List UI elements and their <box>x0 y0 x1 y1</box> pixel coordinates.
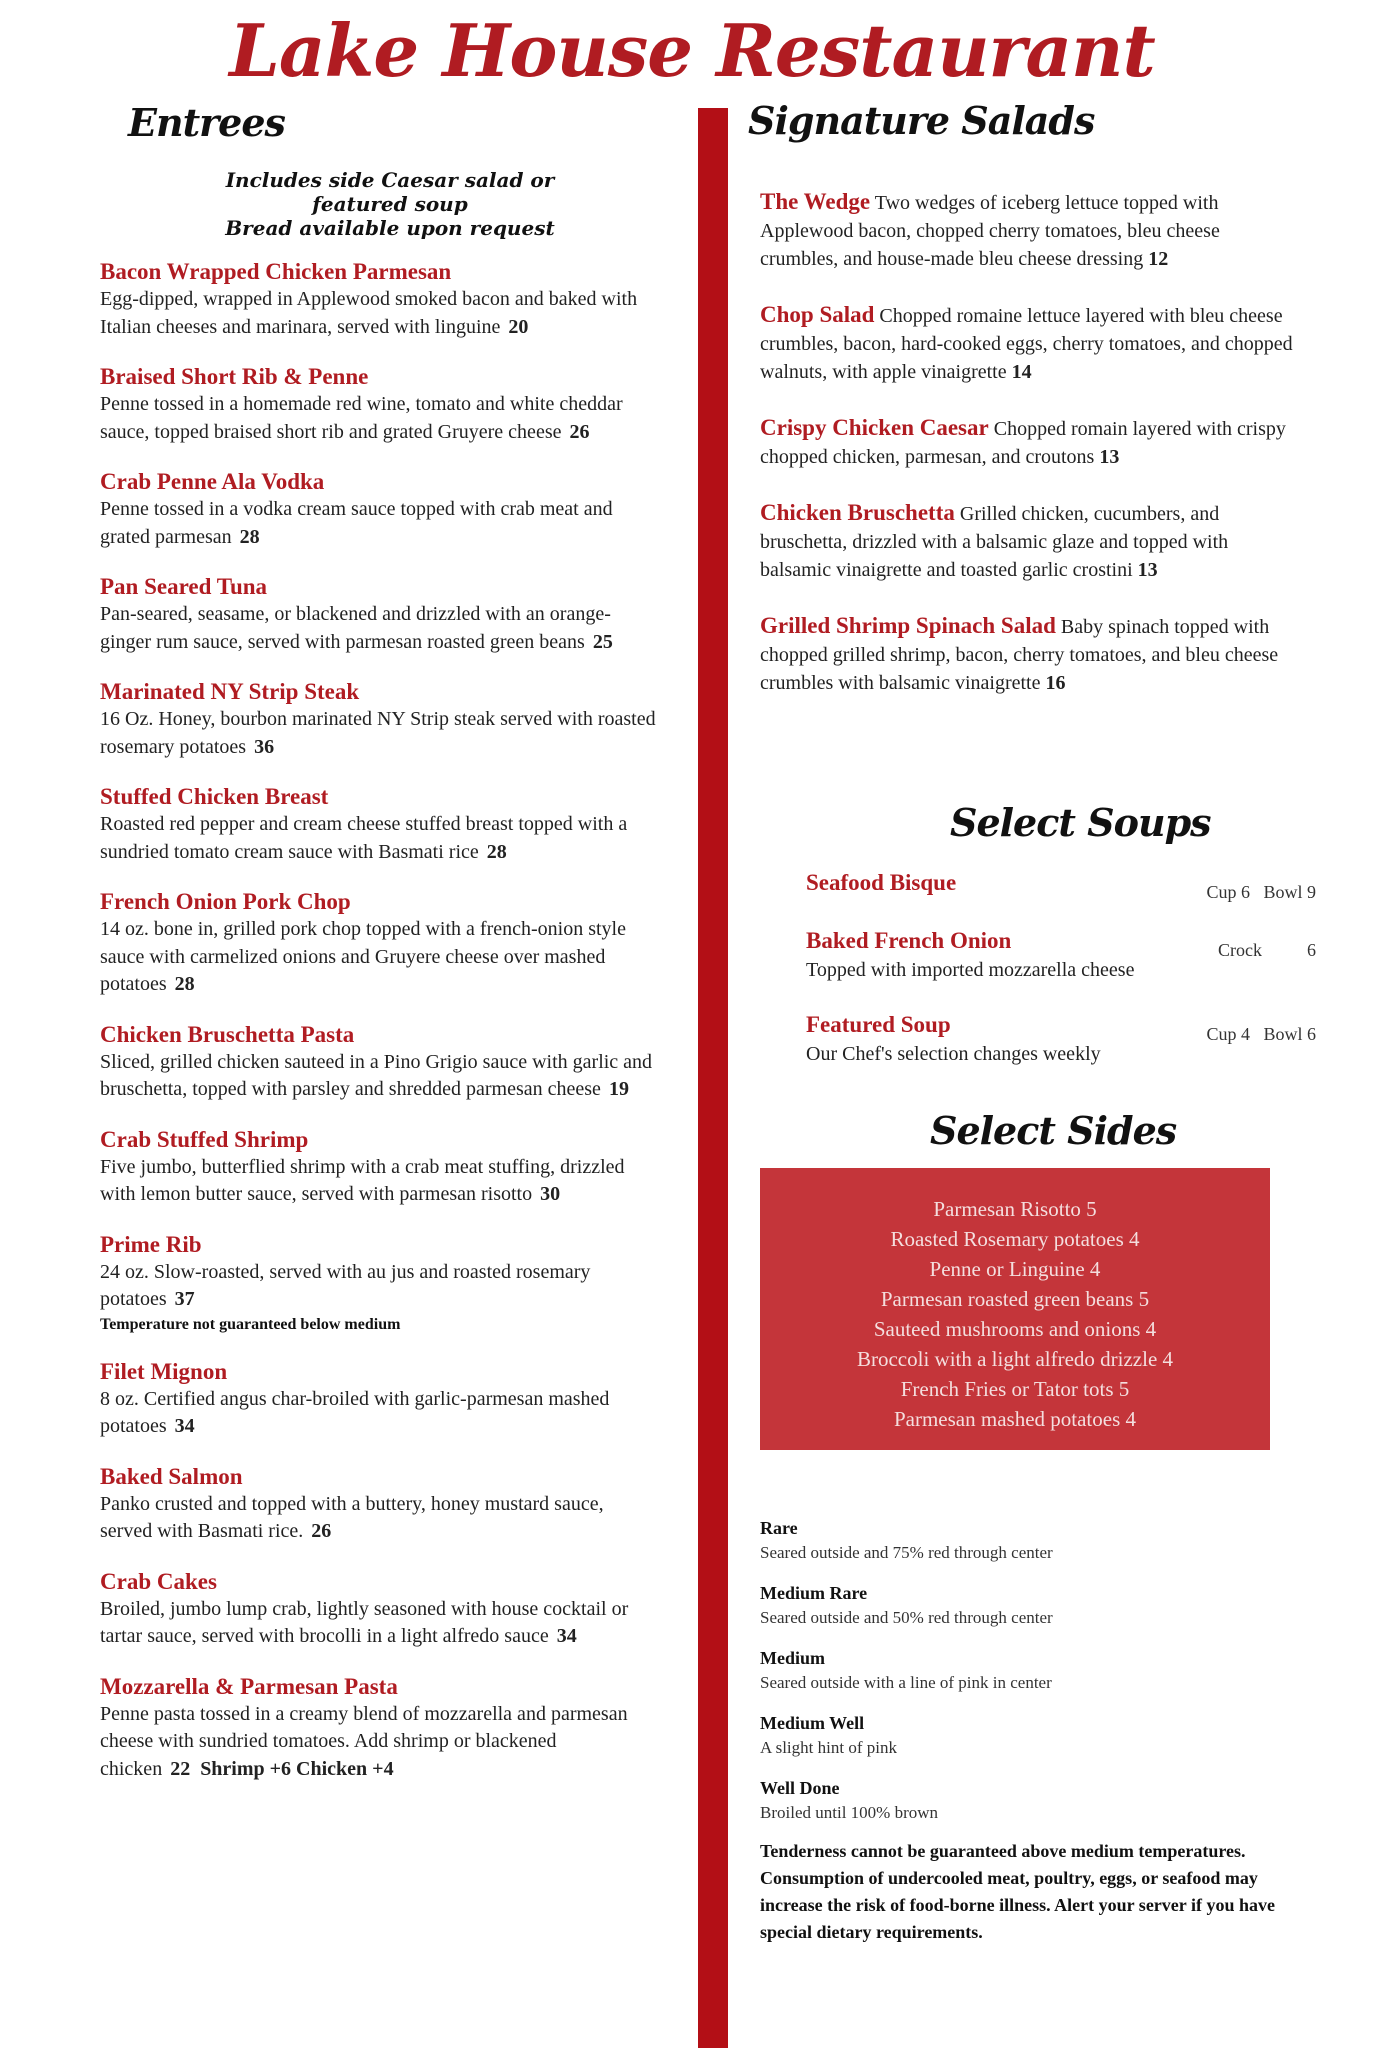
side-item: Parmesan roasted green beans 5 <box>880 1287 1150 1311</box>
doneness-item <box>760 1711 1280 1760</box>
salad-desc: Chopped romaine lettuce layered with bleu cheese crumbles, bacon, hard-cooked eggs, cherry tomatoes, and chopped walnuts, with apple vinaigrette <box>760 305 1293 383</box>
side-item: Parmesan mashed potatoes 4 <box>893 1407 1137 1431</box>
entrees-note-line1: Includes side Caesar salad or featured soup <box>225 168 555 216</box>
food-safety-disclaimer: Tenderness cannot be guaranteed above medium temperatures. Consumption of undercooled meat, poultry, eggs, or seafood may increase the risk of food-borne illness. Alert your server if you have special dietary requirements. <box>760 1841 1275 1942</box>
salad-name: The Wedge <box>760 189 871 214</box>
salad-item <box>760 414 1300 471</box>
soup-price: Cup 4 Bowl 6 <box>1206 1024 1316 1044</box>
salad-name: Chicken Bruschetta <box>760 500 955 525</box>
doneness-desc: A slight hint of pink <box>760 1738 897 1757</box>
entree-price: 34 <box>174 1415 195 1437</box>
salad-price: 12 <box>1148 248 1169 270</box>
entree-name: Marinated NY Strip Steak <box>100 679 360 704</box>
soup-name: Seafood Bisque <box>806 870 957 895</box>
soup-price: Cup 6 Bowl 9 <box>1206 882 1316 902</box>
doneness-desc: Seared outside and 75% red through center <box>760 1543 1053 1562</box>
doneness-level: Medium <box>760 1648 825 1668</box>
entree-desc: Roasted red pepper and cream cheese stuffed breast topped with a sundried tomato cream sauce with Basmati rice <box>100 813 628 863</box>
entree-desc: Broiled, jumbo lump crab, lightly seasoned with house cocktail or tartar sauce, served with brocolli in a light alfredo sauce <box>100 1597 629 1647</box>
entree-item <box>100 1568 660 1651</box>
doneness-desc: Seared outside with a line of pink in center <box>760 1673 1052 1692</box>
salad-item <box>760 188 1300 273</box>
entree-item <box>100 678 660 761</box>
entree-item <box>100 1358 660 1441</box>
soup-item <box>806 868 1316 902</box>
entree-price: 36 <box>254 735 275 758</box>
entrees-heading: Entrees <box>128 100 285 145</box>
salad-name: Chop Salad <box>760 302 875 327</box>
entree-price: 30 <box>540 1183 561 1205</box>
entree-item <box>100 1231 660 1336</box>
doneness-item <box>760 1516 1280 1565</box>
entree-price: 28 <box>239 525 260 548</box>
entree-name: Mozzarella & Parmesan Pasta <box>100 1673 398 1699</box>
soup-item <box>806 1010 1316 1068</box>
entree-addons: Shrimp +6 Chicken +4 <box>200 1757 394 1780</box>
salad-desc: Baby spinach topped with chopped grilled shrimp, bacon, cherry tomatoes, and bleu cheese crumbles with balsamic vinaigrette <box>760 616 1279 694</box>
entree-desc: Pan-seared, seasame, or blackened and drizzled with an orange-ginger rum sauce, served with parmesan roasted green beans <box>100 603 611 653</box>
salad-item <box>760 301 1300 386</box>
soup-item <box>806 926 1316 984</box>
entree-note: Temperature not guaranteed below medium <box>100 1315 401 1333</box>
salad-item <box>760 612 1300 697</box>
salad-item <box>760 499 1300 584</box>
salad-desc: Grilled chicken, cucumbers, and bruschetta, drizzled with a balsamic glaze and topped with balsamic vinaigrette and toasted garlic crostini <box>760 503 1229 581</box>
entree-name: Baked Salmon <box>100 1463 243 1489</box>
entree-desc: 14 oz. bone in, grilled pork chop topped with a french-onion style sauce with carmelized onions and Gruyere cheese over mashed potatoes <box>100 918 626 995</box>
soup-desc: Topped with imported mozzarella cheese <box>806 959 1135 981</box>
sides-heading: Select Sides <box>930 1108 1177 1153</box>
entree-item <box>100 468 660 551</box>
side-item: Penne or Linguine 4 <box>929 1257 1101 1281</box>
entree-desc: 8 oz. Certified angus char-broiled with garlic-parmesan mashed potatoes <box>100 1387 610 1437</box>
entree-item <box>100 783 660 866</box>
doneness-item <box>760 1581 1280 1630</box>
doneness-item <box>760 1646 1280 1695</box>
salad-desc: Two wedges of iceberg lettuce topped with Applewood bacon, chopped cherry tomatoes, bleu cheese crumbles, and house-made bleu cheese dressing <box>760 192 1220 270</box>
salads-heading: Signature Salads <box>748 98 1095 143</box>
entree-price: 25 <box>592 630 613 653</box>
entree-price: 37 <box>174 1288 195 1310</box>
entree-price: 26 <box>569 420 590 443</box>
soup-name: Baked French Onion <box>806 928 1012 953</box>
entree-name: Pan Seared Tuna <box>100 574 268 599</box>
side-item: Roasted Rosemary potatoes 4 <box>890 1227 1140 1251</box>
entrees-note <box>180 168 600 240</box>
sides-box <box>760 1168 1270 1450</box>
side-item: French Fries or Tator tots 5 <box>900 1377 1130 1401</box>
entree-desc: Five jumbo, butterflied shrimp with a crab meat stuffing, drizzled with lemon butter sauce, served with parmesan risotto <box>100 1155 625 1205</box>
soup-name: Featured Soup <box>806 1012 951 1037</box>
restaurant-title: Lake House Restaurant <box>229 8 1155 93</box>
entrees-note-line2: Bread available upon request <box>225 216 555 240</box>
entree-item <box>100 1463 660 1546</box>
entree-item <box>100 1126 660 1209</box>
entree-price: 19 <box>608 1078 629 1100</box>
doneness-level: Medium Well <box>760 1713 865 1733</box>
doneness-level: Well Done <box>760 1778 840 1798</box>
entree-desc: Sliced, grilled chicken sauteed in a Pino Grigio sauce with garlic and bruschetta, topped with parsley and shredded parmesan cheese <box>100 1050 653 1100</box>
doneness-level: Rare <box>760 1518 798 1538</box>
entree-name: Braised Short Rib & Penne <box>100 364 369 389</box>
salads-list <box>760 188 1300 725</box>
soup-desc: Our Chef's selection changes weekly <box>806 1043 1101 1065</box>
entree-name: Bacon Wrapped Chicken Parmesan <box>100 259 452 284</box>
entree-name: Stuffed Chicken Breast <box>100 784 329 809</box>
entree-price: 34 <box>556 1625 577 1647</box>
entree-name: Crab Cakes <box>100 1568 217 1594</box>
entree-item <box>100 258 660 341</box>
entree-name: Prime Rib <box>100 1231 202 1257</box>
doneness-desc: Broiled until 100% brown <box>760 1803 939 1822</box>
salad-desc: Chopped romain layered with crispy chopped chicken, parmesan, and croutons <box>760 418 1286 468</box>
entree-desc: Penne tossed in a homemade red wine, tomato and white cheddar sauce, topped braised short rib and grated Gruyere cheese <box>100 393 623 443</box>
salad-price: 13 <box>1099 446 1120 468</box>
entrees-list <box>100 258 660 1805</box>
soups-heading: Select Soups <box>950 800 1211 845</box>
doneness-guide <box>760 1516 1280 1841</box>
entree-desc: Penne tossed in a vodka cream sauce topped with crab meat and grated parmesan <box>100 498 613 548</box>
salad-price: 13 <box>1137 559 1158 581</box>
entree-name: Crab Stuffed Shrimp <box>100 1126 309 1152</box>
entree-item <box>100 1673 660 1784</box>
salad-price: 14 <box>1011 361 1032 383</box>
salad-name: Crispy Chicken Caesar <box>760 415 989 440</box>
salad-name: Grilled Shrimp Spinach Salad <box>760 613 1056 638</box>
entree-name: Chicken Bruschetta Pasta <box>100 1021 355 1047</box>
entree-name: Filet Mignon <box>100 1358 228 1384</box>
entree-desc: 24 oz. Slow-roasted, served with au jus and roasted rosemary potatoes <box>100 1260 591 1310</box>
entree-price: 28 <box>174 973 195 995</box>
entree-name: French Onion Pork Chop <box>100 889 351 914</box>
entree-price: 26 <box>311 1520 332 1542</box>
entree-desc: Penne pasta tossed in a creamy blend of mozzarella and parmesan cheese with sundried tomatoes. Add shrimp or blackened chicken <box>100 1702 628 1780</box>
side-item: Parmesan Risotto 5 <box>933 1197 1097 1221</box>
doneness-level: Medium Rare <box>760 1583 868 1603</box>
salad-price: 16 <box>1045 672 1066 694</box>
entree-desc: Egg-dipped, wrapped in Applewood smoked bacon and baked with Italian cheeses and marinara, served with linguine <box>100 288 638 338</box>
entree-desc: 16 Oz. Honey, bourbon marinated NY Strip steak served with roasted rosemary potatoes <box>100 708 656 758</box>
entree-item <box>100 1021 660 1104</box>
side-item: Sauteed mushrooms and onions 4 <box>873 1317 1157 1341</box>
side-item: Broccoli with a light alfredo drizzle 4 <box>856 1347 1174 1371</box>
doneness-desc: Seared outside and 50% red through center <box>760 1608 1053 1627</box>
doneness-item <box>760 1776 1280 1825</box>
entree-name: Crab Penne Ala Vodka <box>100 469 325 494</box>
entree-item <box>100 573 660 656</box>
entree-item <box>100 888 660 999</box>
entree-price: 28 <box>486 840 507 863</box>
entree-price: 20 <box>508 315 529 338</box>
entree-price: 22 <box>170 1757 191 1780</box>
entree-item <box>100 363 660 446</box>
soup-price: Crock 6 <box>1218 940 1316 960</box>
column-divider <box>698 108 728 2048</box>
entree-desc: Panko crusted and topped with a buttery, honey mustard sauce, served with Basmati rice. <box>100 1492 604 1542</box>
